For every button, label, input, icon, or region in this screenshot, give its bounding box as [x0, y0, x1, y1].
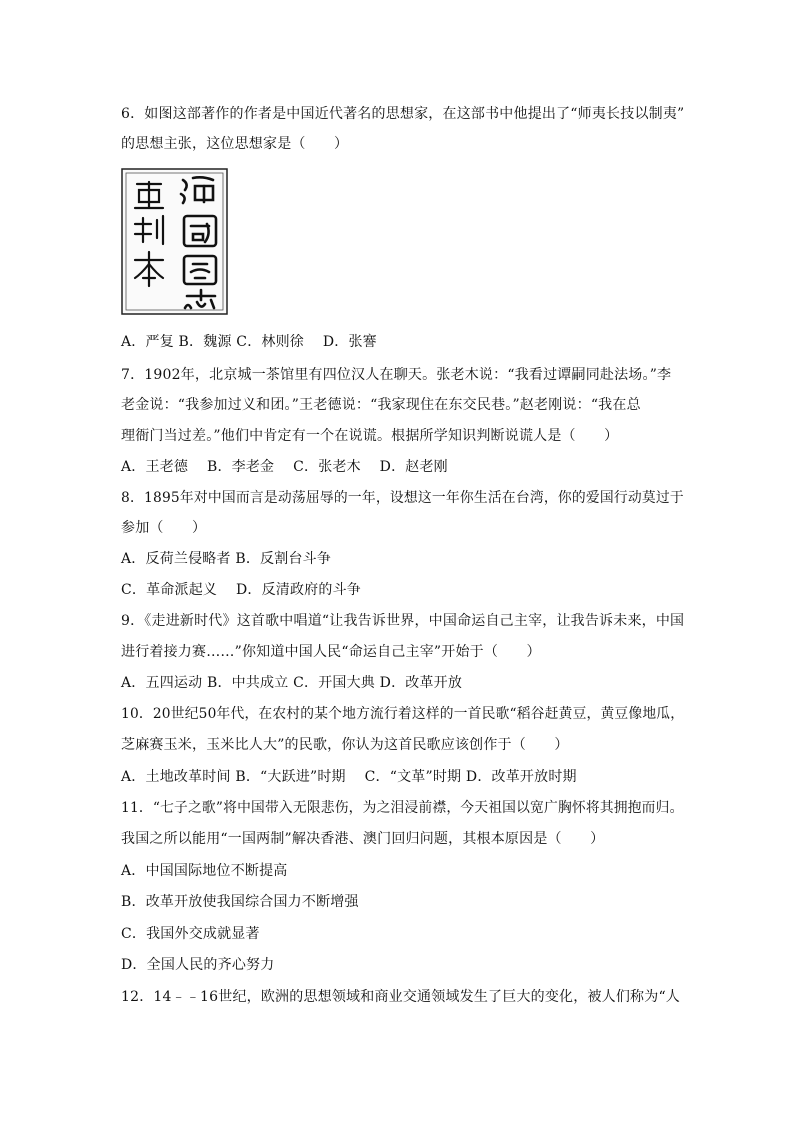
q8-stem-line2: 参加（ ）: [121, 520, 207, 536]
q10-stem-line2: 芝麻赛玉米，玉米比人大”的民歌，你认为这首民歌应该创作于（ ）: [121, 737, 569, 753]
q7-stem-line2: 老金说：“我参加过义和团。”王老德说：“我家现住在东交民巷。”赵老刚说：“我在总: [121, 397, 641, 413]
q11-stem-line2: 我国之所以能用“一国两制”解决香港、澳门回归问题，其根本原因是（ ）: [121, 831, 605, 847]
q11-option-b: B．改革开放使我国综合国力不断增强: [121, 894, 359, 910]
book-cover-seal-image: [121, 168, 228, 315]
q8-options-line1: A．反荷兰侵略者 B．反割台斗争: [121, 551, 332, 567]
q7-stem-line1: 7．1902年，北京城一茶馆里有四位汉人在聊天。张老木说：“我看过谭嗣同赴法场。”李: [121, 367, 672, 383]
q7-options: A．王老德 B．李老金 C．张老木 D．赵老刚: [121, 459, 448, 475]
q11-option-a: A．中国国际地位不断提高: [121, 863, 288, 879]
q9-options: A．五四运动 B．中共成立 C．开国大典 D．改革开放: [121, 675, 463, 691]
q6-stem-line1: 6．如图这部著作的作者是中国近代著名的思想家，在这部书中他提出了“师夷长技以制夷”: [121, 106, 685, 122]
q12-stem-line1: 12．14﹣﹣16世纪，欧洲的思想领域和商业交通领域发生了巨大的变化，被人们称为“人: [121, 989, 680, 1005]
q8-options-line2: C．革命派起义 D．反清政府的斗争: [121, 582, 361, 598]
q9-stem-line1: 9．《走进新时代》这首歌中唱道“让我告诉世界，中国命运自己主宰，让我告诉未来，中国: [121, 613, 685, 629]
q11-option-d: D．全国人民的齐心努力: [121, 957, 275, 973]
q6-options: A．严复 B．魏源 C．林则徐 D．张謇: [121, 334, 377, 350]
q10-stem-line1: 10．20世纪50年代，在农村的某个地方流行着这样的一首民歌“稻谷赶黄豆，黄豆像地瓜，: [121, 706, 685, 722]
q7-stem-line3: 理衙门当过差。”他们中肯定有一个在说谎。根据所学知识判断说谎人是（ ）: [121, 428, 619, 444]
q6-stem-line2: 的思想主张，这位思想家是（ ）: [121, 136, 349, 152]
q11-stem-line1: 11．“七子之歌”将中国带入无限悲伤，为之泪浸前襟，今天祖国以宽广胸怀将其拥抱而归。: [121, 800, 684, 816]
q11-option-c: C．我国外交成就显著: [121, 926, 260, 942]
q8-stem-line1: 8．1895年对中国而言是动荡屈辱的一年，设想这一年你生活在台湾，你的爱国行动莫过于: [121, 490, 684, 506]
q9-stem-line2: 进行着接力赛……”你知道中国人民“命运自己主宰”开始于（ ）: [121, 644, 541, 660]
q10-options: A．土地改革时间 B．“大跃进”时期 C．“文革”时期 D．改革开放时期: [121, 769, 577, 785]
